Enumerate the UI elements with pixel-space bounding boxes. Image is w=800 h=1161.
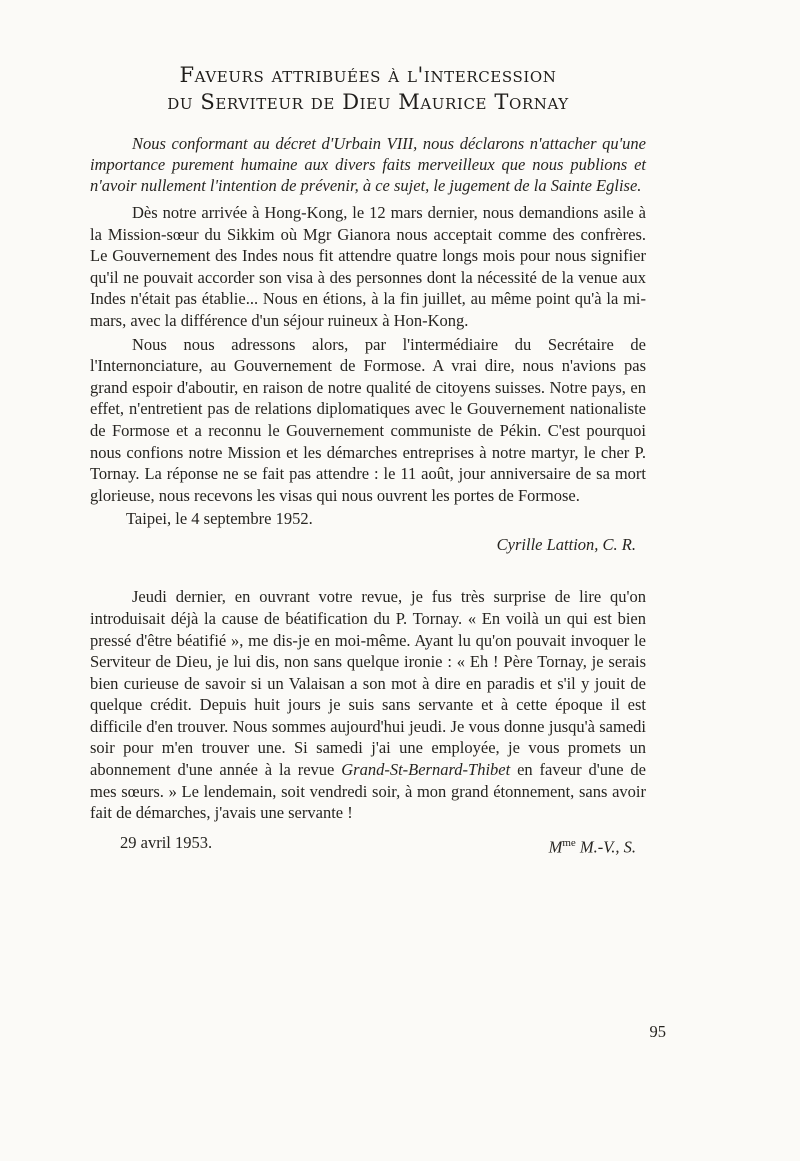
letter2-date: 29 avril 1953. — [120, 832, 213, 852]
signature-prefix: M — [548, 837, 563, 857]
page-number: 95 — [649, 1022, 666, 1041]
letter2-text-after: en faveur d'une de mes sœurs. » Le lendemain, soit vendredi soir, à mon grand étonnement, sans avoir fait de démarches, j'avais une servante ! — [90, 760, 646, 823]
signature-superscript: me — [562, 836, 576, 849]
review-name: Grand-St-Bernard-Thibet — [341, 760, 511, 780]
letter1-dateline: Taipei, le 4 septembre 1952. — [126, 509, 313, 529]
letter2-text-before: Jeudi dernier, en ouvrant votre revue, je fus très surprise de lire qu'on introduisait déjà la cause de béatification du P. Tornay. « En voilà un qui est bien pressé d'être béatifié », me dis-je en moi-même. Ayant lu qu'on pouvait invoquer le Serviteur de Dieu, je lui dis, non sans quelque ironie : « Eh ! Père Tornay, je serais bien curieuse de savoir si un Valaisan a son mot à dire en paradis et s'il y jouit de quelque crédit. Depuis huit jours je suis sans servante et à cette époque il est difficile d'en trouver. Nous sommes aujourd'hui jeudi. Je vous donne jusqu'à samedi soir pour m'en trouver une. Si samedi j'ai une employée, je vous promets un abonnement d'une année à la revue — [90, 587, 646, 780]
disclaimer-notice: Nous conformant au décret d'Urbain VIII, nous déclarons n'attacher qu'une importance purement humaine aux divers faits merveilleux que nous publions et n'avoir nullement l'intention de prévenir, à ce sujet, le jugement de la Sainte Eglise. — [90, 134, 646, 195]
letter1-signature: Cyrille Lattion, C. R. — [496, 535, 636, 555]
page-title — [90, 62, 646, 116]
letter2-paragraph — [90, 586, 646, 824]
letter1-paragraph-1: Dès notre arrivée à Hong-Kong, le 12 mars dernier, nous demandions asile à la Mission-sœur du Sikkim où Mgr Gianora nous acceptait comme des confrères. Le Gouvernement des Indes nous fit attendre quatre longs mois pour nous signifier qu'il ne pouvait accorder son visa à des personnes dont la nécessité de la venue aux Indes n'était pas établie... Nous en étions, à la fin juillet, au même point qu'à la mi-mars, avec la différence d'un séjour ruineux à Hon-Kong. — [90, 203, 646, 330]
signature-rest: M.-V., S. — [575, 837, 636, 857]
letter1-paragraph-2: Nous nous adressons alors, par l'intermédiaire du Secrétaire de l'Internonciature, au Gouvernement de Formose. A vrai dire, nous n'avions pas grand espoir d'aboutir, en raison de notre qualité de citoyens suisses. Notre pays, en effet, n'entretient pas de relations diplomatiques avec le Gouvernement nationaliste de Formose et a reconnu le Gouvernement communiste de Pékin. C'est pourquoi nous confions notre Mission et les démarches entreprises à notre martyr, le cher P. Tornay. La réponse ne se fait pas attendre : le 11 août, jour anniversaire de sa mort glorieuse, nous recevons les visas qui nous ouvrent les portes de Formose. — [90, 334, 646, 505]
letter2-signature — [549, 832, 636, 859]
document-page — [90, 62, 646, 858]
letter2-closing — [120, 832, 636, 859]
title-line-2: du Serviteur de Dieu Maurice Tornay — [167, 90, 569, 114]
title-line-1: Faveurs attribuées à l'intercession — [179, 63, 557, 87]
section-gap — [90, 556, 646, 586]
